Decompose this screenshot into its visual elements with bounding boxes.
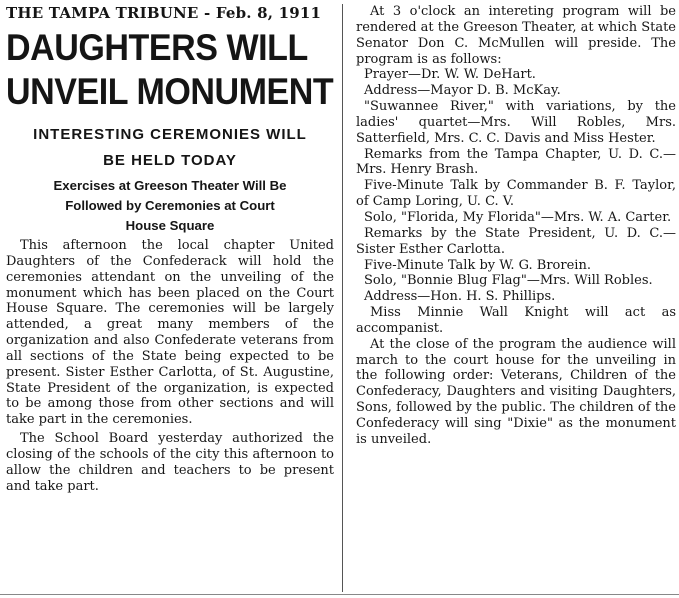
program-item: Solo, "Bonnie Blug Flag"—Mrs. Will Robles. [364, 273, 653, 289]
dateline: THE TAMPA TRIBUNE - Feb. 8, 1911 [6, 4, 322, 22]
subheadline [6, 122, 334, 174]
article-paragraph: Miss Minnie Wall Knight will act as accompanist. [356, 305, 676, 336]
article-paragraph: This afternoon the local chapter United Daughters of the Confederack will hold the ceremonies attendant on the unveiling of the monument which has been placed on the Court House Square. The ceremonies will be largely attended, a great many members of the organization and also Confederate veterans from all sections of the State being expected to be present. Sister Esther Carlotta, of St. Augustine, State President of the organization, is expected to be among those from other sections and will take part in the ceremonies. [6, 238, 334, 428]
left-body [6, 238, 334, 495]
deck-line-1: Exercises at Greeson Theater Will Be [53, 178, 287, 193]
program-item: Five-Minute Talk by Commander B. F. Taylor, of Camp Loring, U. C. V. [356, 178, 676, 210]
bottom-border [0, 594, 679, 595]
headline [6, 27, 334, 112]
article-paragraph: At the close of the program the audience will march to the court house for the unveiling in the following order: Veterans, Children of the Confederacy, Daughters and visiting Daughters, Sons, followed by the public. The children of the Confederacy will sing "Dixie" as the monument is unveiled. [356, 336, 676, 447]
deck-line-3: House Square [125, 218, 215, 233]
program-item: Address—Mayor D. B. McKay. [364, 83, 561, 99]
program-item: "Suwannee River," with variations, by the ladies' quartet—Mrs. Will Robles, Mrs. Satterfield, Mrs. C. C. Davis and Miss Hester. [356, 99, 676, 146]
program-intro: At 3 o'clock an intereting program will be rendered at the Greeson Theater, at which State Senator Don C. McMullen will preside. The program is as follows: [356, 4, 676, 67]
headline-line-1: DAUGHTERS WILL [6, 27, 308, 68]
program-item: Remarks from the Tampa Chapter, U. D. C.—Mrs. Henry Brash. [356, 146, 676, 178]
left-column [0, 0, 334, 495]
deck [6, 176, 334, 236]
program-item: Remarks by the State President, U. D. C.—Sister Esther Carlotta. [356, 225, 676, 257]
column-divider [342, 4, 343, 592]
program-item: Address—Hon. H. S. Phillips. [364, 289, 556, 305]
right-column [356, 0, 676, 448]
program-item: Prayer—Dr. W. W. DeHart. [364, 67, 536, 83]
program-item: Solo, "Florida, My Florida"—Mrs. W. A. Carter. [364, 209, 672, 225]
deck-line-2: Followed by Ceremonies at Court [65, 198, 275, 213]
right-body [356, 4, 676, 448]
headline-line-2: UNVEIL MONUMENT [6, 71, 334, 112]
article-paragraph: The School Board yesterday authorized the closing of the schools of the city this afternoon to allow the children and teachers to be present and take part. [6, 431, 334, 494]
program-list [356, 67, 676, 305]
subheadline-line-1: INTERESTING CEREMONIES WILL [33, 126, 307, 143]
program-item: Five-Minute Talk by W. G. Brorein. [364, 257, 591, 273]
subheadline-line-2: BE HELD TODAY [103, 152, 237, 169]
